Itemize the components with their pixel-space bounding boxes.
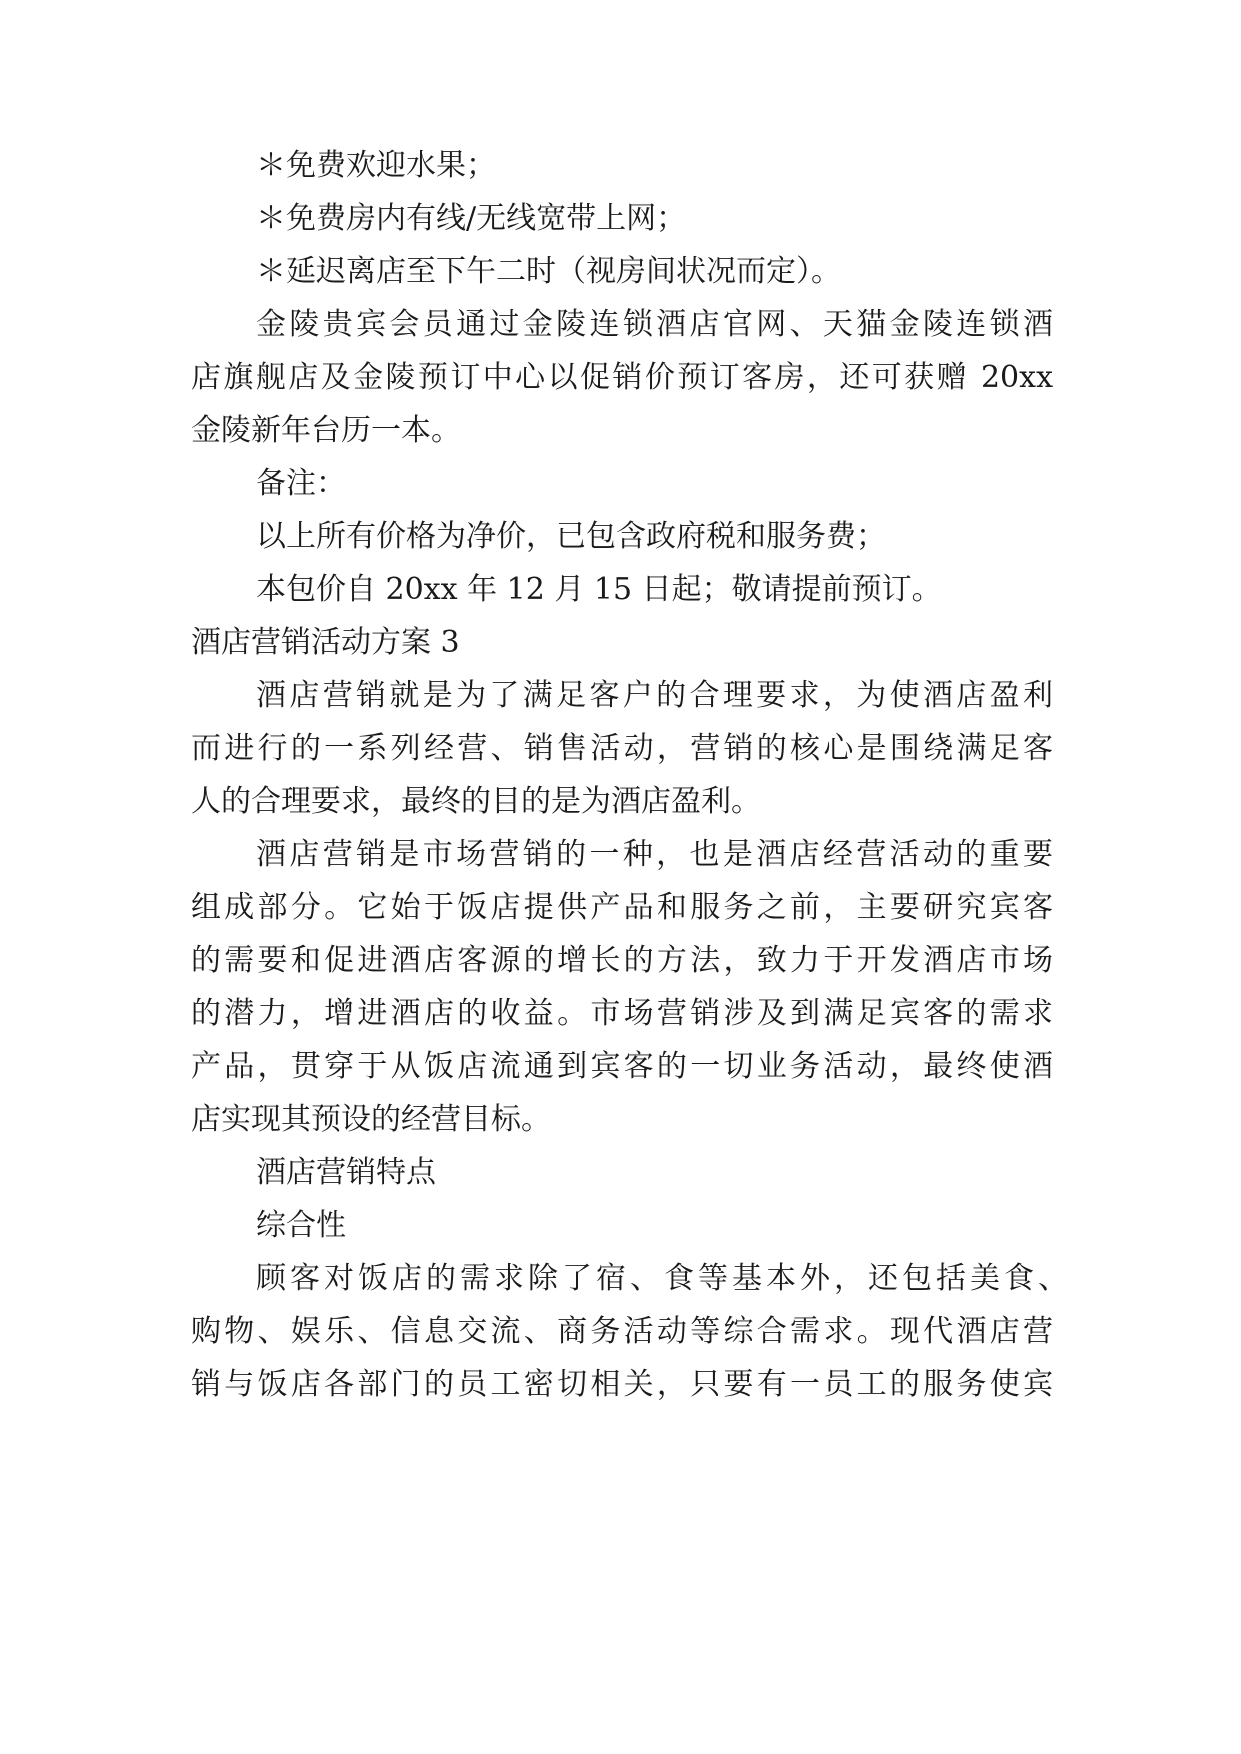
paragraph-line: 酒店营销就是为了满足客户的合理要求，为使酒店盈利 [256,678,1053,713]
paragraph-line: 组成部分。它始于饭店提供产品和服务之前，主要研究宾客 [191,890,1053,925]
bullet-free-fruit: ＊免费欢迎水果； [256,148,496,183]
paragraph-line: 的需要和促进酒店客源的增长的方法，致力于开发酒店市场 [191,943,1053,978]
member-paragraph-line: 店旗舰店及金陵预订中心以促销价预订客房，还可获赠 20xx [191,360,1053,395]
member-paragraph-line: 金陵新年台历一本。 [191,413,461,448]
paragraph-line: 酒店营销是市场营销的一种，也是酒店经营活动的重要 [256,837,1053,872]
bullet-free-internet: ＊免费房内有线/无线宽带上网； [256,201,687,236]
remarks-item: 以上所有价格为净价，已包含政府税和服务费； [256,519,886,554]
paragraph-line: 店实现其预设的经营目标。 [191,1102,551,1137]
remarks-heading: 备注： [256,466,346,501]
paragraph-line: 而进行的一系列经营、销售活动，营销的核心是围绕满足客 [191,731,1053,766]
subheading-features: 酒店营销特点 [256,1155,436,1190]
paragraph-line: 销与饭店各部门的员工密切相关，只要有一员工的服务使宾 [191,1367,1053,1402]
paragraph-line: 顾客对饭店的需求除了宿、食等基本外，还包括美食、 [256,1261,1068,1296]
section-title: 酒店营销活动方案 3 [191,625,460,660]
paragraph-line: 购物、娱乐、信息交流、商务活动等综合需求。现代酒店营 [191,1314,1053,1349]
paragraph-line: 产品，贯穿于从饭店流通到宾客的一切业务活动，最终使酒 [191,1049,1053,1084]
paragraph-line: 人的合理要求，最终的目的是为酒店盈利。 [191,784,761,819]
subheading-comprehensive: 综合性 [256,1208,346,1243]
bullet-late-checkout: ＊延迟离店至下午二时（视房间状况而定）。 [256,254,841,289]
remarks-item: 本包价自 20xx 年 12 月 15 日起；敬请提前预订。 [256,572,942,607]
member-paragraph-line: 金陵贵宾会员通过金陵连锁酒店官网、天猫金陵连锁酒 [256,307,1053,342]
paragraph-line: 的潜力，增进酒店的收益。市场营销涉及到满足宾客的需求 [191,996,1053,1031]
